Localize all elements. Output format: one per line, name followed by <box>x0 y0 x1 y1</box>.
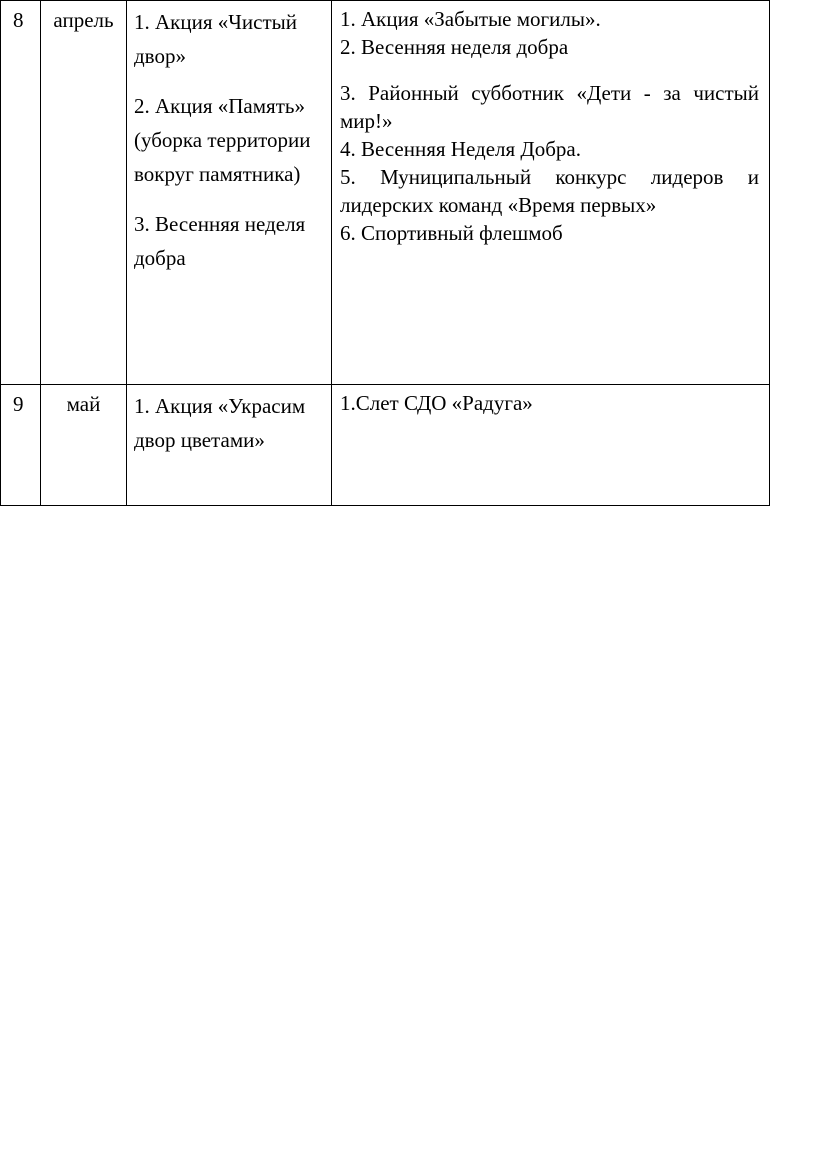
table-row <box>1 1 770 385</box>
school-event-item: 2. Акция «Память» (уборка территории вокруг памятника) <box>134 94 311 186</box>
school-event-item: 1. Акция «Чистый двор» <box>134 10 297 68</box>
month-cell: апрель <box>41 1 127 385</box>
district-event-item: 4. Весенняя Неделя Добра. <box>340 137 581 161</box>
district-events-cell <box>332 385 770 506</box>
school-events-cell <box>127 385 332 506</box>
district-event-item: 3. Районный субботник «Дети - за чистый мир!» <box>340 81 759 133</box>
district-events-cell <box>332 1 770 385</box>
district-event-item: 1. Акция «Забытые могилы». <box>340 7 601 31</box>
events-plan-table <box>0 0 770 506</box>
month-cell: май <box>41 385 127 506</box>
district-event-item: 6. Спортивный флешмоб <box>340 221 563 245</box>
row-number-cell: 9 <box>1 385 41 506</box>
district-event-item: 2. Весенняя неделя добра <box>340 35 569 59</box>
row-number-cell: 8 <box>1 1 41 385</box>
school-event-item: 3. Весенняя неделя добра <box>134 212 306 270</box>
school-event-item: 1. Акция «Украсим двор цветами» <box>134 394 306 452</box>
table-row <box>1 385 770 506</box>
district-event-item: 1.Слет СДО «Радуга» <box>340 391 533 415</box>
school-events-cell <box>127 1 332 385</box>
district-event-item: 5. Муниципальный конкурс лидеров и лидерских команд «Время первых» <box>340 165 759 217</box>
